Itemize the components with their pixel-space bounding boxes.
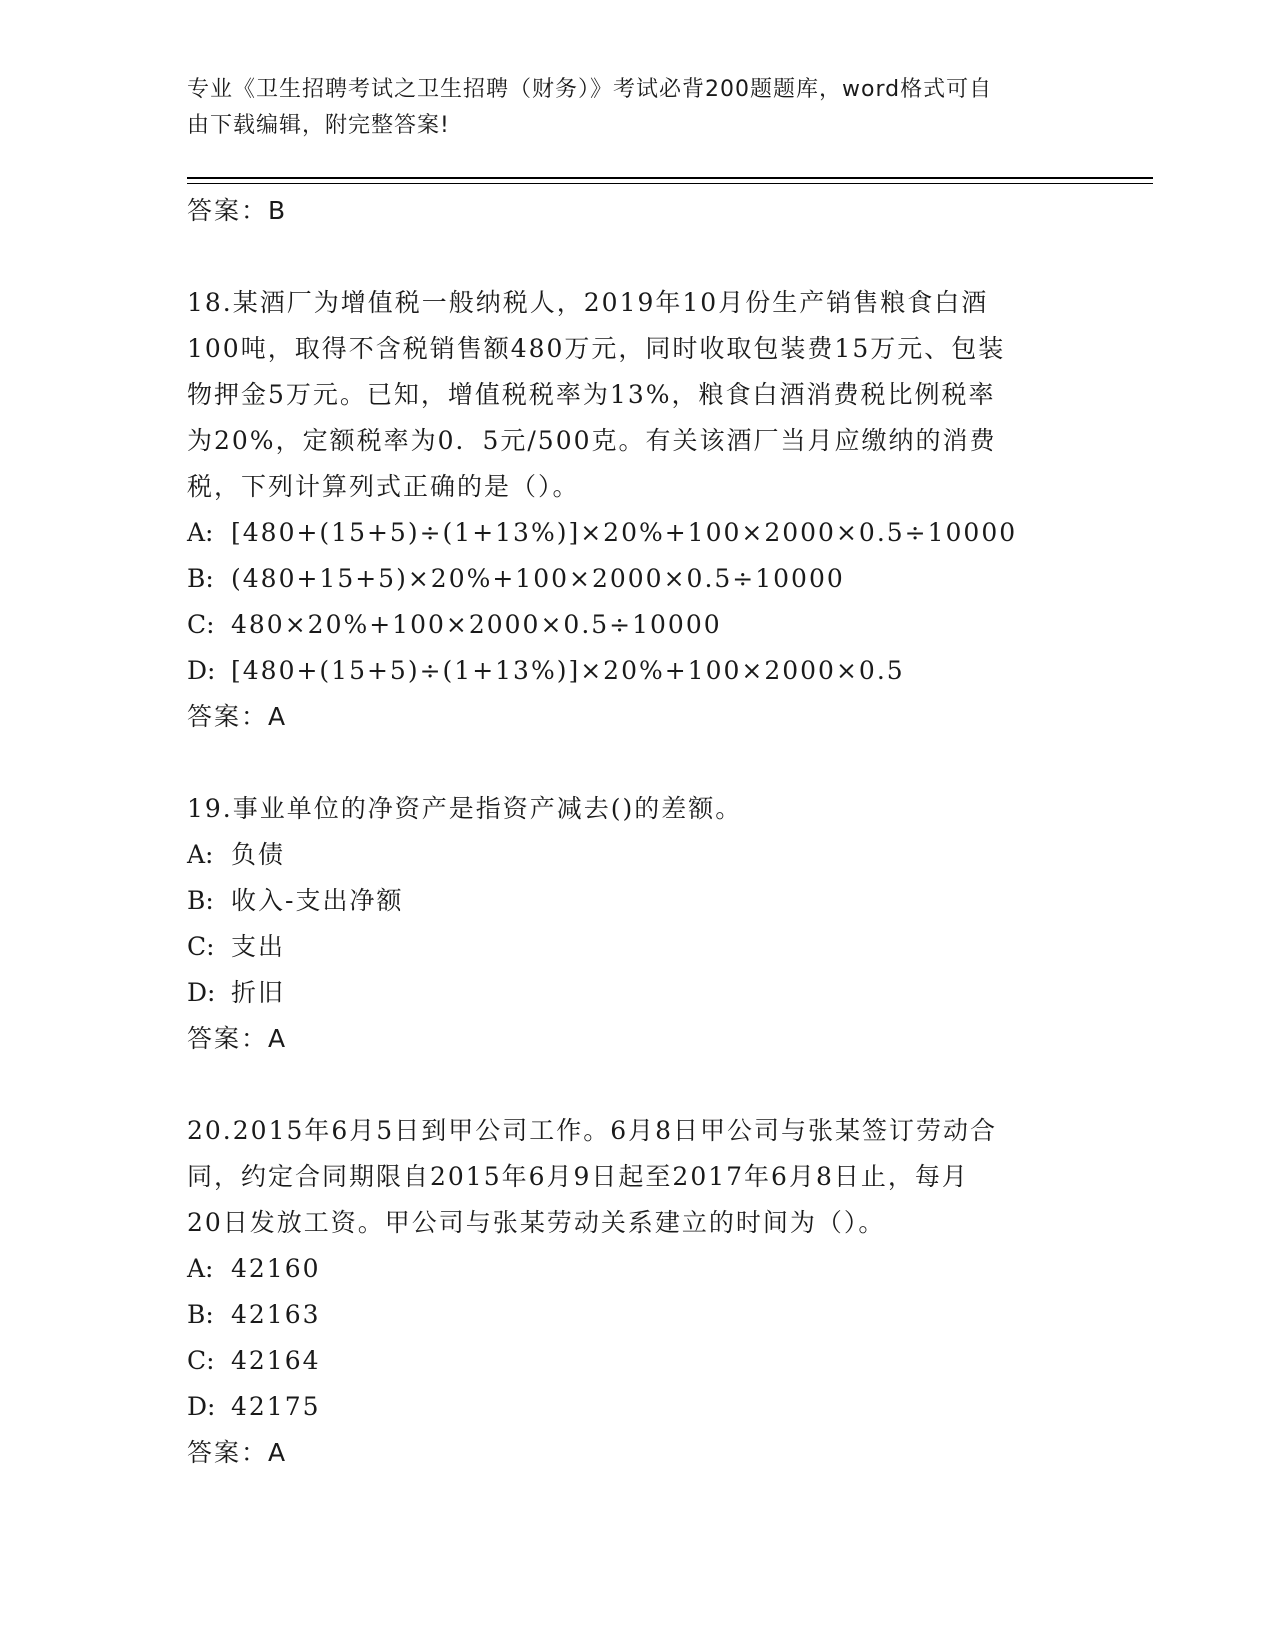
option-label: D: [187,978,216,1007]
option-text: 42163 [231,1300,321,1329]
option-text: (480+15+5)×20%+100×2000×0.5÷10000 [231,564,845,593]
document-header [187,72,1067,144]
option-a [187,510,1087,556]
question-text-line: 物押金5万元。已知，增值税税率为13%，粮食白酒消费税比例税率 [187,380,996,409]
header-line-1: 专业《卫生招聘考试之卫生招聘（财务）》考试必背200题题库，word格式可自 [187,77,993,102]
question-text-line: 18.某酒厂为增值税一般纳税人，2019年10月份生产销售粮食白酒 [187,288,989,317]
option-text: [480+(15+5)÷(1+13%)]×20%+100×2000×0.5÷10000 [231,518,1018,547]
option-label: C: [187,932,215,961]
option-c [187,924,1087,970]
question-text-line: 20日发放工资。甲公司与张某劳动关系建立的时间为（）。 [187,1208,886,1237]
header-rule-thin [187,183,1153,184]
option-text: 折旧 [231,978,286,1007]
option-c [187,1338,1087,1384]
option-d [187,970,1087,1016]
question-text-line: 100吨，取得不含税销售额480万元，同时收取包装费15万元、包装 [187,334,1006,363]
option-label: C: [187,610,215,639]
option-d [187,648,1087,694]
question-text [187,1108,1087,1246]
option-text: 480×20%+100×2000×0.5÷10000 [231,610,722,639]
option-label: B: [187,564,214,593]
option-a [187,1246,1087,1292]
option-b [187,1292,1087,1338]
header-rule-thick [187,177,1153,179]
answer-line: 答案：A [187,1024,288,1053]
answer-line: 答案：A [187,1438,288,1467]
option-text: 收入-支出净额 [231,886,404,915]
question-text [187,786,1087,832]
answer-line: 答案：B [187,196,288,225]
option-text: [480+(15+5)÷(1+13%)]×20%+100×2000×0.5 [231,656,905,685]
option-label: B: [187,886,214,915]
spacer [187,1062,1087,1108]
option-label: D: [187,1392,216,1421]
option-label: B: [187,1300,214,1329]
option-text: 42175 [231,1392,321,1421]
question-text-line: 税，下列计算列式正确的是（）。 [187,472,580,501]
answer-line: 答案：A [187,702,288,731]
question-text [187,280,1087,510]
option-label: A: [187,840,214,869]
option-text: 负债 [231,840,286,869]
option-text: 42160 [231,1254,321,1283]
question-text-line: 19.事业单位的净资产是指资产减去()的差额。 [187,794,743,823]
option-label: A: [187,1254,214,1283]
question-20 [187,1108,1087,1476]
option-text: 支出 [231,932,286,961]
question-text-line: 20.2015年6月5日到甲公司工作。6月8日甲公司与张某签订劳动合 [187,1116,998,1145]
option-b [187,878,1087,924]
document-body [187,188,1087,1476]
question-19 [187,786,1087,1062]
spacer [187,740,1087,786]
option-d [187,1384,1087,1430]
option-b [187,556,1087,602]
option-label: A: [187,518,214,547]
option-label: C: [187,1346,215,1375]
header-line-2: 由下载编辑，附完整答案! [187,113,450,138]
question-text-line: 同，约定合同期限自2015年6月9日起至2017年6月8日止，每月 [187,1162,969,1191]
option-label: D: [187,656,216,685]
question-18 [187,280,1087,740]
spacer [187,234,1087,280]
question-text-line: 为20%，定额税率为0．5元/500克。有关该酒厂当月应缴纳的消费 [187,426,997,455]
option-c [187,602,1087,648]
option-text: 42164 [231,1346,321,1375]
option-a [187,832,1087,878]
